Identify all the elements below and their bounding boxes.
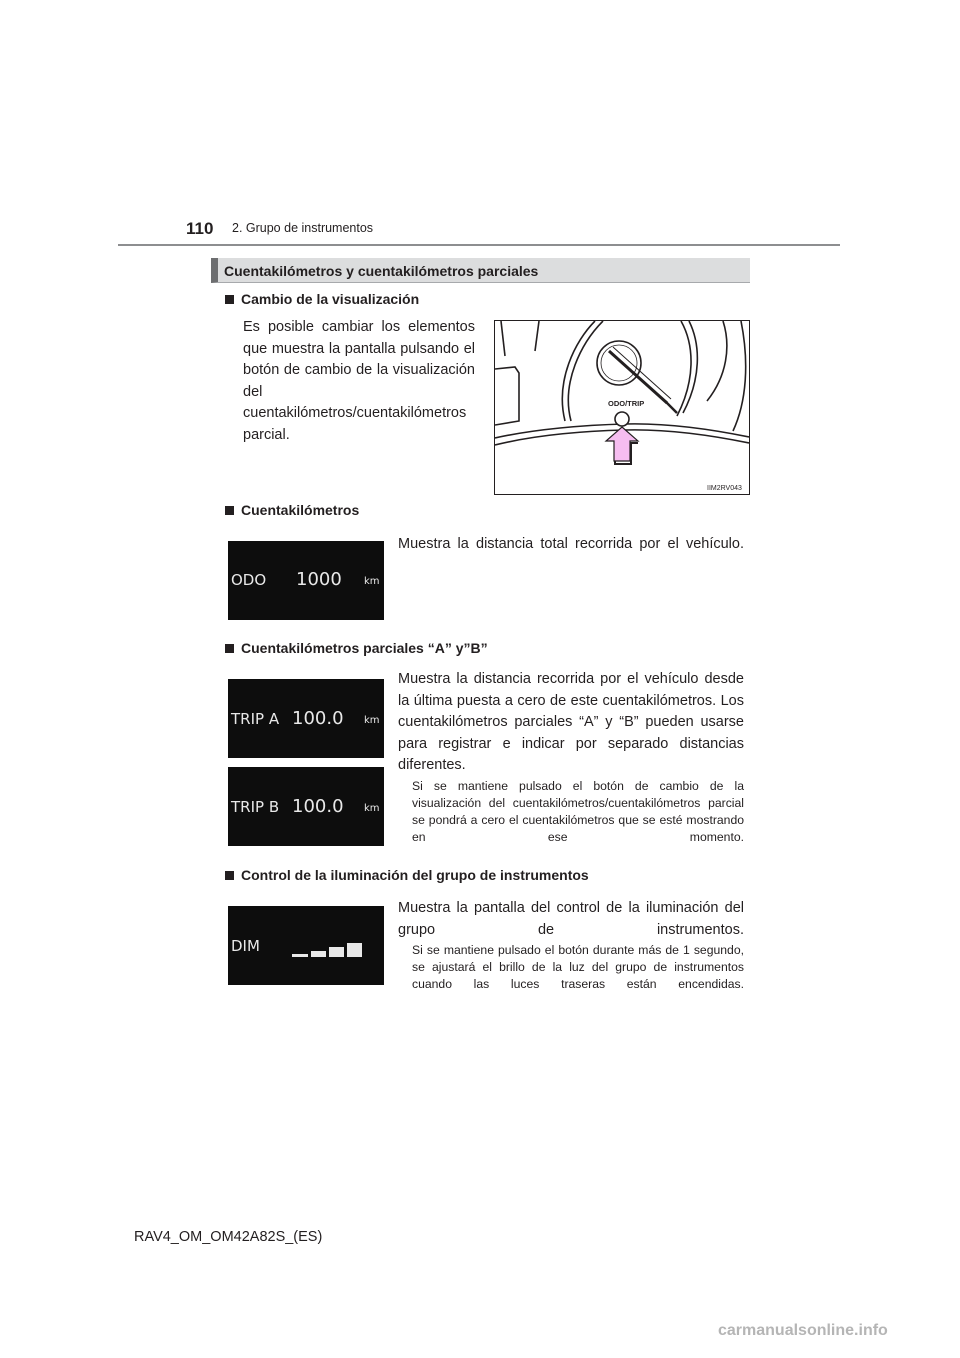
trip-a-lcd-display — [228, 679, 384, 758]
lcd-label: TRIP B — [231, 798, 280, 816]
subheading-text: Cuentakilómetros — [241, 502, 360, 518]
subheading-text: Cuentakilómetros parciales “A” y”B” — [241, 640, 488, 656]
subheading-text: Cambio de la visualización — [241, 291, 420, 307]
trip-b-lcd-display — [228, 767, 384, 846]
page-number: 110 — [186, 219, 214, 238]
lcd-value: 100.0 — [292, 708, 344, 729]
arrow-up-icon — [606, 427, 638, 464]
odo-trip-button-icon — [615, 412, 629, 426]
square-bullet-icon — [225, 295, 234, 304]
lcd-value: 100.0 — [292, 796, 344, 817]
header-divider — [118, 244, 840, 246]
display-change-text: Es posible cambiar los elementos que muestra la pantalla pulsando el botón de cambio de la visualización del cuentakilómetros/cuentakilómetros parcial. — [243, 319, 475, 443]
odometer-text: Muestra la distancia total recorrida por el vehículo. — [398, 536, 744, 552]
subheading-display-change — [225, 291, 419, 307]
chapter-title: 2. Grupo de instrumentos — [232, 221, 374, 235]
lcd-label: ODO — [231, 571, 267, 589]
dimmer-text: Muestra la pantalla del control de la iluminación del grupo de instrumentos. — [398, 900, 744, 938]
lcd-label: DIM — [231, 937, 260, 955]
subheading-odometer — [225, 502, 359, 518]
subheading-trip — [225, 640, 488, 656]
footer-document-code: RAV4_OM_OM42A82S_(ES) — [134, 1229, 323, 1245]
dim-lcd-display — [228, 906, 384, 985]
lcd-unit: km — [364, 715, 380, 726]
section-title: Cuentakilómetros y cuentakilómetros parciales — [224, 263, 539, 279]
square-bullet-icon — [225, 871, 234, 880]
odo-lcd-display — [228, 541, 384, 620]
brightness-level-icon — [290, 938, 370, 960]
odo-trip-label: ODO/TRIP — [608, 399, 645, 408]
figure-code: IIM2RV043 — [707, 485, 742, 492]
square-bullet-icon — [225, 644, 234, 653]
lcd-label: TRIP A — [231, 710, 280, 728]
cluster-figure — [494, 320, 750, 495]
watermark: carmanualsonline.info — [718, 1322, 888, 1339]
subheading-dimmer — [225, 867, 589, 883]
cluster-illustration — [495, 321, 749, 494]
dimmer-note: Si se mantiene pulsado el botón durante más de 1 segundo, se ajustará el brillo de la luz del grupo de instrumentos cuando las luces traseras están encendidas. — [412, 943, 744, 991]
lcd-unit: km — [364, 576, 380, 587]
subheading-text: Control de la iluminación del grupo de instrumentos — [241, 867, 589, 883]
trip-text: Muestra la distancia recorrida por el vehículo desde la última puesta a cero de este cuentakilómetros. Los cuentakilómetros parciales “A” y “B” pueden usarse para registrar e indicar por separado distancias diferentes. — [398, 671, 744, 773]
square-bullet-icon — [225, 506, 234, 515]
lcd-value: 1000 — [296, 569, 342, 590]
trip-note: Si se mantiene pulsado el botón de cambio de la visualización del cuentakilómetros/cuentakilómetros parcial se pondrá a cero el cuentakilómetros que se esté mostrando en ese momento. — [412, 779, 744, 844]
lcd-unit: km — [364, 803, 380, 814]
